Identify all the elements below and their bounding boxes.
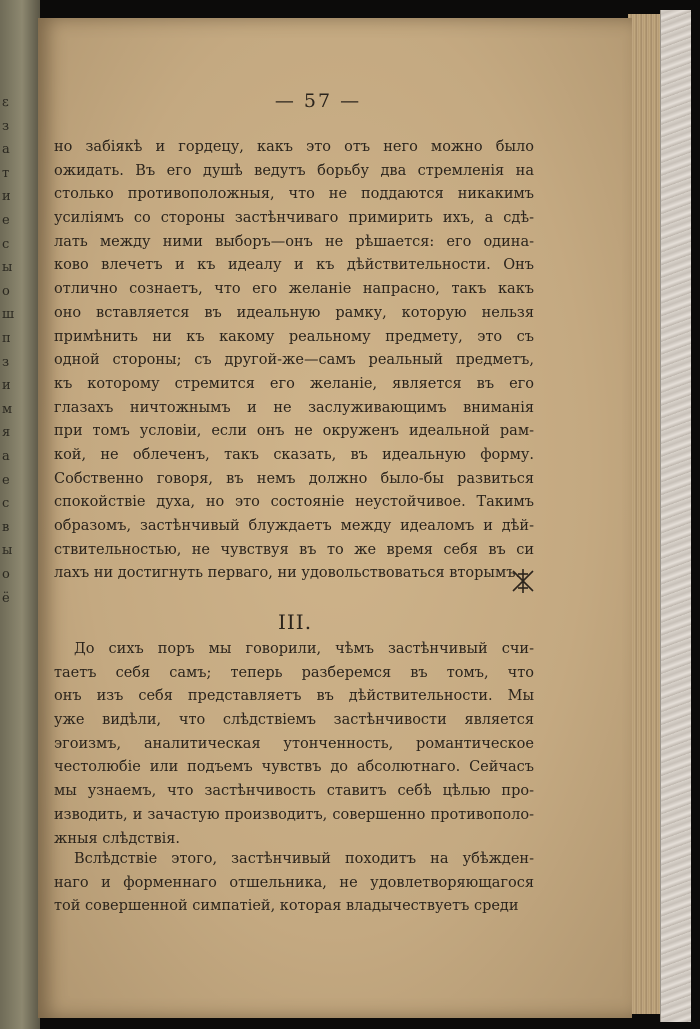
text-line: кой, не облеченъ, такъ сказать, въ идеальную форму.: [54, 446, 534, 463]
text-line: таетъ себя самъ; теперь разберемся въ томъ, что: [54, 664, 534, 681]
text-line: ожидать. Въ его душѣ ведутъ борьбу два стремленія на: [54, 162, 534, 179]
text-line: ствительностью, не чувствуя въ то же время себя въ си: [54, 541, 534, 558]
left-page-text-fragment: ы: [2, 260, 14, 276]
text-line: глазахъ ничтожнымъ и не заслуживающимъ вниманія: [54, 399, 534, 416]
left-page-text-fragment: о: [2, 283, 11, 299]
text-line: эгоизмъ, аналитическая утонченность, романтическое: [54, 735, 534, 752]
text-line: честолюбіе или подъемъ чувствъ до абсолютнаго. Сейчасъ: [54, 759, 534, 776]
text-line: Собственно говоря, въ немъ должно было-бы развиться: [54, 470, 534, 487]
text-line: наго и форменнаго отшельника, не удовлетворяющагося: [54, 874, 534, 891]
text-line: примѣнить ни къ какому реальному предмету, это съ: [54, 328, 534, 345]
text-line: къ которому стремится его желаніе, является въ его: [54, 375, 534, 392]
book-page: [38, 18, 632, 1018]
text-line: онъ изъ себя представляетъ въ дѣйствительности. Мы: [54, 688, 534, 705]
left-page-text-fragment: ы: [2, 543, 14, 559]
left-page-text-fragment: о: [2, 567, 11, 582]
left-page-text-fragment: в: [2, 519, 11, 535]
text-line: лахъ ни достигнуть перваго, ни удовольствоваться вторымъ.: [54, 565, 521, 582]
left-page-text-fragment: ш: [2, 307, 16, 323]
text-line: спокойствіе духа, но это состояніе неустойчивое. Такимъ: [54, 494, 534, 511]
adjacent-left-page: [0, 0, 40, 1029]
paragraph-2: [54, 638, 534, 851]
text-line: жныя слѣдствія.: [54, 830, 181, 847]
asterism-ornament-icon: [510, 568, 536, 594]
left-page-text-fragment: с: [2, 236, 11, 252]
text-line: мы узнаемъ, что застѣнчивость ставитъ себѣ цѣлью про-: [54, 783, 534, 800]
text-line: отлично сознаетъ, что его желаніе напрасно, такъ какъ: [54, 281, 534, 298]
text-line: ково влечетъ и къ идеалу и къ дѣйствительности. Онъ: [54, 257, 534, 274]
text-line: при томъ условіи, если онъ не окруженъ идеальной рам-: [54, 423, 534, 440]
paragraph-1: [54, 136, 534, 586]
book-cover-edge: [660, 10, 691, 1022]
left-page-text-fragment: е: [2, 472, 11, 488]
page-edges: [628, 14, 662, 1014]
left-page-text-fragment: п: [2, 331, 12, 346]
text-line: До сихъ поръ мы говорили, чѣмъ застѣнчивый счи-: [74, 641, 534, 657]
text-line: лать между ними выборъ—онъ не рѣшается: его одина-: [54, 233, 534, 250]
left-page-text-fragment: м: [2, 401, 14, 417]
text-line: оно вставляется въ идеальную рамку, которую нельзя: [54, 304, 534, 321]
text-line: столько противоположныя, что не поддаются никакимъ: [54, 186, 534, 203]
left-page-text-fragment: з: [2, 354, 11, 370]
left-page-text-fragment: и: [2, 189, 12, 205]
text-line: но забіякѣ и гордецу, какъ это отъ него можно было: [54, 139, 534, 155]
text-line: той совершенной симпатіей, которая владычествуетъ среди: [54, 898, 519, 915]
left-page-text-fragment: ε: [2, 95, 10, 110]
left-page-text-fragment: ё: [2, 590, 11, 606]
left-page-text-fragment: е: [2, 213, 11, 228]
text-line: усиліямъ со стороны застѣнчиваго примирить ихъ, а сдѣ-: [54, 210, 534, 227]
left-page-text-fragment: т: [2, 165, 11, 181]
text-line: Вслѣдствіе этого, застѣнчивый походитъ на убѣжден-: [74, 851, 534, 867]
text-line: уже видѣли, что слѣдствіемъ застѣнчивости является: [54, 712, 534, 729]
left-page-text-fragment: с: [2, 496, 11, 512]
left-page-text-fragment: а: [2, 142, 11, 158]
left-page-text-fragment: а: [2, 449, 11, 464]
left-page-text-fragment: я: [2, 425, 12, 441]
page-number: — 57 —: [274, 90, 362, 112]
left-page-text-fragment: з: [2, 118, 11, 134]
text-line: изводить, и зачастую производитъ, совершенно противополо-: [54, 806, 534, 823]
paragraph-3: [54, 848, 534, 919]
section-heading: III.: [278, 610, 313, 634]
text-line: одной стороны; съ другой-же—самъ реальный предметъ,: [54, 352, 534, 369]
left-page-text-fragment: и: [2, 378, 12, 394]
text-line: образомъ, застѣнчивый блуждаетъ между идеаломъ и дѣй-: [54, 518, 534, 534]
